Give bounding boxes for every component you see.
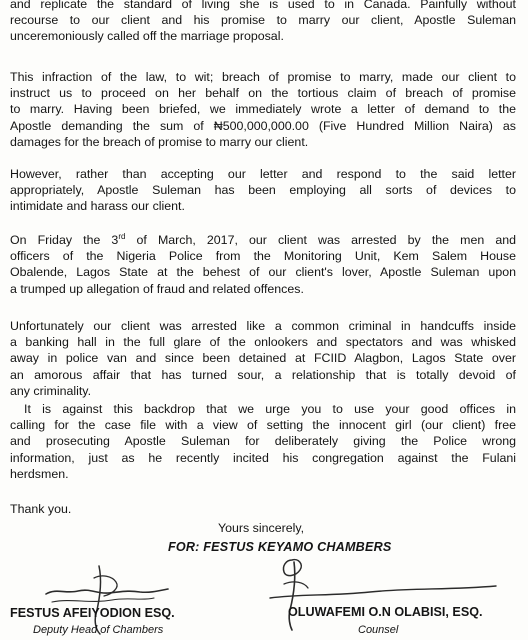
text-line: instruct us to proceed on her behalf on the tortious claim of breach of promise: [10, 86, 516, 101]
paragraph-request: [10, 401, 516, 482]
text-line: an amorous affair that has turned sour, a relationship that is totally devoid of: [10, 367, 516, 382]
text-line: a trumped up allegation of fraud and related offences.: [10, 281, 304, 296]
text-line: damages for the breach of promise to marry our client.: [10, 134, 309, 149]
text-line: and replicate the standard of living she is used to in Canada. Painfully without: [10, 0, 516, 11]
ordinal-suffix: rd: [118, 232, 126, 241]
text-line: any criminality.: [10, 383, 92, 398]
text-line: away in police van and since been detained at FCIID Alagbon, Lagos State over: [10, 351, 516, 366]
signatory-left-name: FESTUS AFEIYODION ESQ.: [10, 606, 175, 620]
paragraph-detention: [10, 318, 516, 399]
firm-name: FOR: FESTUS KEYAMO CHAMBERS: [168, 540, 392, 554]
text-line: calling for the case file with a view of setting the innocent girl (our client) free: [10, 418, 516, 433]
text-line: recourse to our client and his promise to marry our client, Apostle Suleman: [10, 13, 516, 28]
text-line: This infraction of the law, to wit; breach of promise to marry, made our client to: [10, 70, 516, 84]
text-line: and prosecuting Apostle Suleman for deliberately giving the Police wrong: [10, 434, 516, 449]
text-line: Obalende, Lagos State at the behest of our client's lover, Apostle Suleman upon: [10, 265, 516, 280]
paragraph-arrest: [10, 232, 516, 297]
text-line: herdsmen.: [10, 466, 69, 481]
text-line: Apostle demanding the sum of ₦500,000,000.00 (Five Hundred Million Naira) as: [10, 118, 516, 133]
text-line: appropriately, Apostle Suleman has been employing all sorts of devices to: [10, 183, 516, 198]
thank-you-text: Thank you.: [10, 502, 72, 516]
text-line: intimidate and harass our client.: [10, 199, 185, 214]
text-line: officers of the Nigeria Police from the Monitoring Unit, Kem Salem House: [10, 249, 516, 264]
text-line: a banking hall in the full glare of the onlookers and spectators and was whisked: [10, 335, 516, 350]
text-line: However, rather than accepting our letter and respond to the said letter: [10, 167, 516, 181]
signature-right-image: [270, 554, 500, 634]
text-fragment: On Friday the 3: [10, 233, 119, 247]
text-line: [10, 232, 516, 248]
text-line: to marry. Having been briefed, we immediately wrote a letter of demand to the: [10, 102, 516, 117]
text-line: It is against this backdrop that we urge you to use your good offices in: [24, 402, 516, 416]
paragraph-continuation: [10, 0, 516, 45]
paragraph-response: [10, 166, 516, 215]
text-line: unceremoniously called off the marriage proposal.: [10, 29, 284, 44]
paragraph-breach-of-promise: [10, 69, 516, 150]
signatory-left-title: Deputy Head of Chambers: [33, 624, 164, 636]
signatory-right-name: OLUWAFEMI O.N OLABISI, ESQ.: [288, 605, 483, 619]
text-fragment: of March, 2017, our client was arrested by the men and: [125, 233, 516, 247]
text-line: information, just as he recently incited his congregation against the Fulani: [10, 450, 516, 465]
text-line: Unfortunately our client was arrested like a common criminal in handcuffs inside: [10, 319, 516, 333]
valediction: Yours sincerely,: [218, 521, 305, 535]
signatory-right-title: Counsel: [358, 624, 399, 636]
